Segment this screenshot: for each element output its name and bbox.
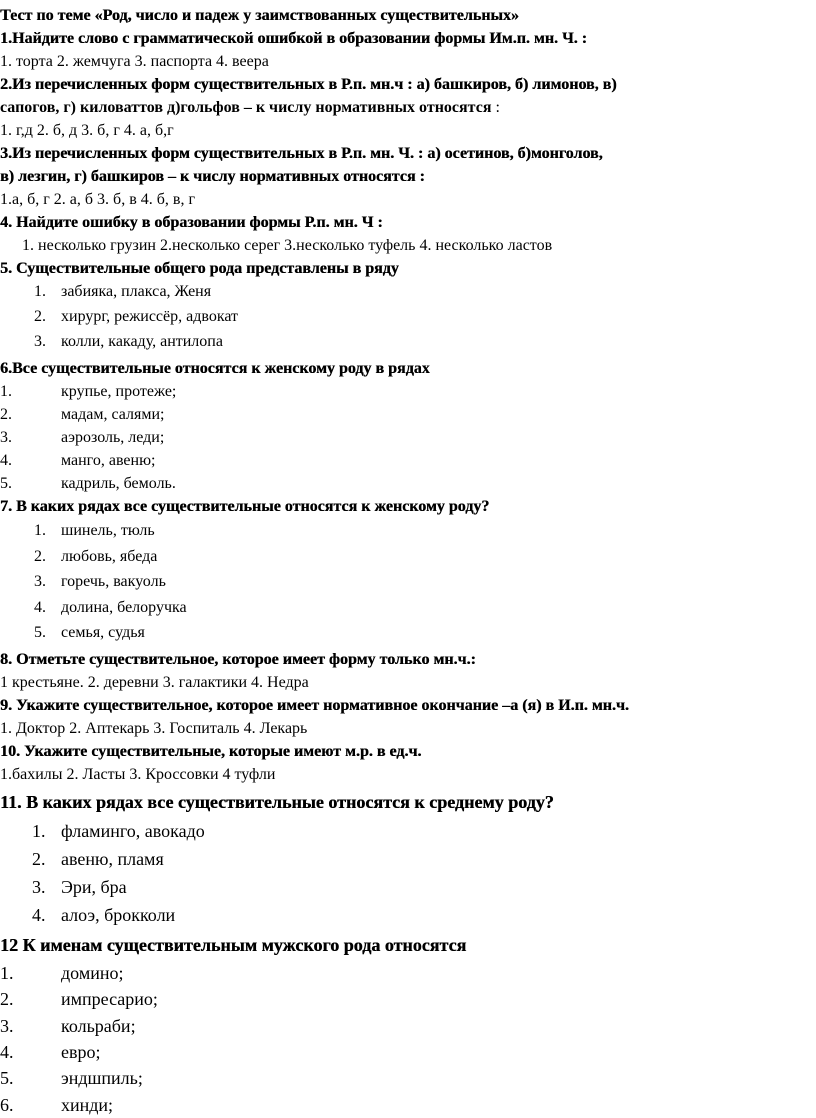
list-item [0, 901, 816, 929]
q2-question-line2 [0, 96, 816, 119]
list-item-text: авеню, пламя [61, 848, 164, 869]
list-item-number: 3. [32, 876, 46, 897]
list-item-number: 5. [34, 624, 46, 642]
list-item [0, 620, 816, 646]
q7-question: 7. В каких рядах все существительные относятся к женскому роду? [0, 498, 490, 516]
list-item-number: 1. [34, 283, 46, 300]
q5-question: 5. Существительные общего рода представлены в ряду [0, 260, 399, 277]
q11-question: 11. В каких рядах все существительные относятся к среднему роду? [0, 791, 554, 812]
list-item [0, 380, 816, 403]
q2-question-line2-bold: сапогов, г) киловаттов д)гольфов – к числу нормативных относятся [0, 99, 492, 116]
q3-options: 1.а, б, г 2. а, б 3. б, в 4. б, в, г [0, 191, 195, 208]
list-item-number: 4. [0, 1042, 14, 1063]
list-item-text: семья, судья [61, 624, 145, 642]
list-item-number: 4. [32, 904, 46, 925]
list-item-text: эндшпиль; [61, 1068, 143, 1089]
list-item-number: 4. [34, 598, 46, 616]
list-item [0, 1065, 816, 1091]
list-item [0, 544, 816, 570]
list-item [0, 845, 816, 873]
list-item-number: 6. [0, 1094, 14, 1115]
list-item-text: крупье, протеже; [61, 383, 177, 401]
list-item-number: 2. [34, 307, 46, 325]
list-item-number: 5. [0, 1068, 14, 1089]
list-item [0, 403, 816, 426]
q9-question: 9. Укажите существительное, которое имеет нормативное окончание –а (я) в И.п. мн.ч. [0, 696, 629, 714]
list-item-number: 3. [34, 332, 46, 350]
list-item [0, 1039, 816, 1065]
list-item [0, 569, 816, 595]
q2-question-line2-tail: : [491, 99, 500, 116]
list-item-text: евро; [61, 1042, 101, 1063]
list-item-text: импресарио; [61, 989, 158, 1010]
list-item-text: Эри, бра [61, 876, 127, 897]
list-item [0, 426, 816, 449]
list-item-number: 3. [34, 573, 46, 591]
q4-question: 4. Найдите ошибку в образовании формы Р.п. мн. Ч : [0, 214, 383, 231]
list-item-text: хинди; [61, 1094, 114, 1115]
q8-question: 8. Отметьте существительное, которое имеет форму только мн.ч.: [0, 650, 476, 668]
q6-question: 6.Все существительные относятся к женскому роду в рядах [0, 360, 430, 378]
list-item-text: алоэ, брокколи [61, 904, 176, 925]
list-item-text: манго, авеню; [61, 452, 156, 470]
q2-options: 1. г,д 2. б, д 3. б, г 4. а, б,г [0, 122, 174, 139]
list-item-number: 1. [0, 962, 14, 983]
q1-question: 1.Найдите слово с грамматической ошибкой в образовании формы Им.п. мн. Ч. : [0, 30, 588, 47]
q8-options: 1 крестьяне. 2. деревни 3. галактики 4. Недра [0, 673, 309, 691]
list-item-number: 4. [0, 452, 12, 470]
list-item-text: кольраби; [61, 1015, 136, 1036]
list-item [0, 960, 816, 986]
list-item-number: 1. [32, 820, 46, 841]
list-item-text: шинель, тюль [61, 522, 155, 540]
list-item-text: любовь, ябеда [61, 547, 158, 565]
list-item [0, 873, 816, 901]
list-item-number: 2. [0, 406, 12, 424]
q4-options: 1. несколько грузин 2.несколько серег 3.несколько туфель 4. несколько ластов [22, 237, 553, 254]
list-item-number: 3. [0, 1015, 14, 1036]
list-item [0, 1092, 816, 1118]
list-item-text: хирург, режиссёр, адвокат [61, 307, 239, 325]
list-item-number: 3. [0, 429, 12, 447]
list-item-number: 5. [0, 475, 12, 493]
list-item [0, 472, 816, 495]
q1-options: 1. торта 2. жемчуга 3. паспорта 4. веера [0, 53, 269, 70]
list-item-text: домино; [61, 962, 124, 983]
list-item-number: 2. [34, 547, 46, 565]
list-item [0, 817, 816, 845]
list-item [0, 280, 816, 305]
list-item-text: долина, белоручка [61, 598, 187, 616]
list-item-text: фламинго, авокадо [61, 820, 205, 841]
q10-question: 10. Укажите существительные, которые имеют м.р. в ед.ч. [0, 742, 422, 760]
list-item [0, 305, 816, 330]
list-item [0, 449, 816, 472]
list-item-text: аэрозоль, леди; [61, 429, 165, 447]
list-item-text: кадриль, бемоль. [61, 475, 176, 493]
list-item-number: 2. [0, 989, 14, 1010]
document-title: Тест по теме «Род, число и падеж у заимствованных существительных» [0, 7, 519, 24]
list-item-number: 1. [0, 383, 12, 401]
list-item-number: 1. [34, 522, 46, 540]
q9-options: 1. Доктор 2. Аптекарь 3. Госпиталь 4. Лекарь [0, 719, 308, 737]
list-item [0, 986, 816, 1012]
list-item-text: забияка, плакса, Женя [61, 283, 212, 300]
list-item [0, 1013, 816, 1039]
list-item-text: колли, какаду, антилопа [61, 332, 223, 350]
q2-question-line1: 2.Из перечисленных форм существительных в Р.п. мн.ч : а) башкиров, б) лимонов, в) [0, 76, 617, 93]
q3-question-line1: 3.Из перечисленных форм существительных в Р.п. мн. Ч. : а) осетинов, б)монголов, [0, 145, 603, 162]
list-item-text: мадам, салями; [61, 406, 165, 424]
list-item [0, 595, 816, 621]
list-item-number: 2. [32, 848, 46, 869]
list-item-text: горечь, вакуоль [61, 573, 166, 591]
list-item [0, 518, 816, 544]
q3-question-line2: в) лезгин, г) башкиров – к числу нормативных относятся : [0, 168, 425, 185]
q12-question: 12 К именам существительным мужского рода относятся [0, 934, 467, 955]
q10-options: 1.бахилы 2. Ласты 3. Кроссовки 4 туфли [0, 765, 276, 783]
list-item [0, 330, 816, 355]
